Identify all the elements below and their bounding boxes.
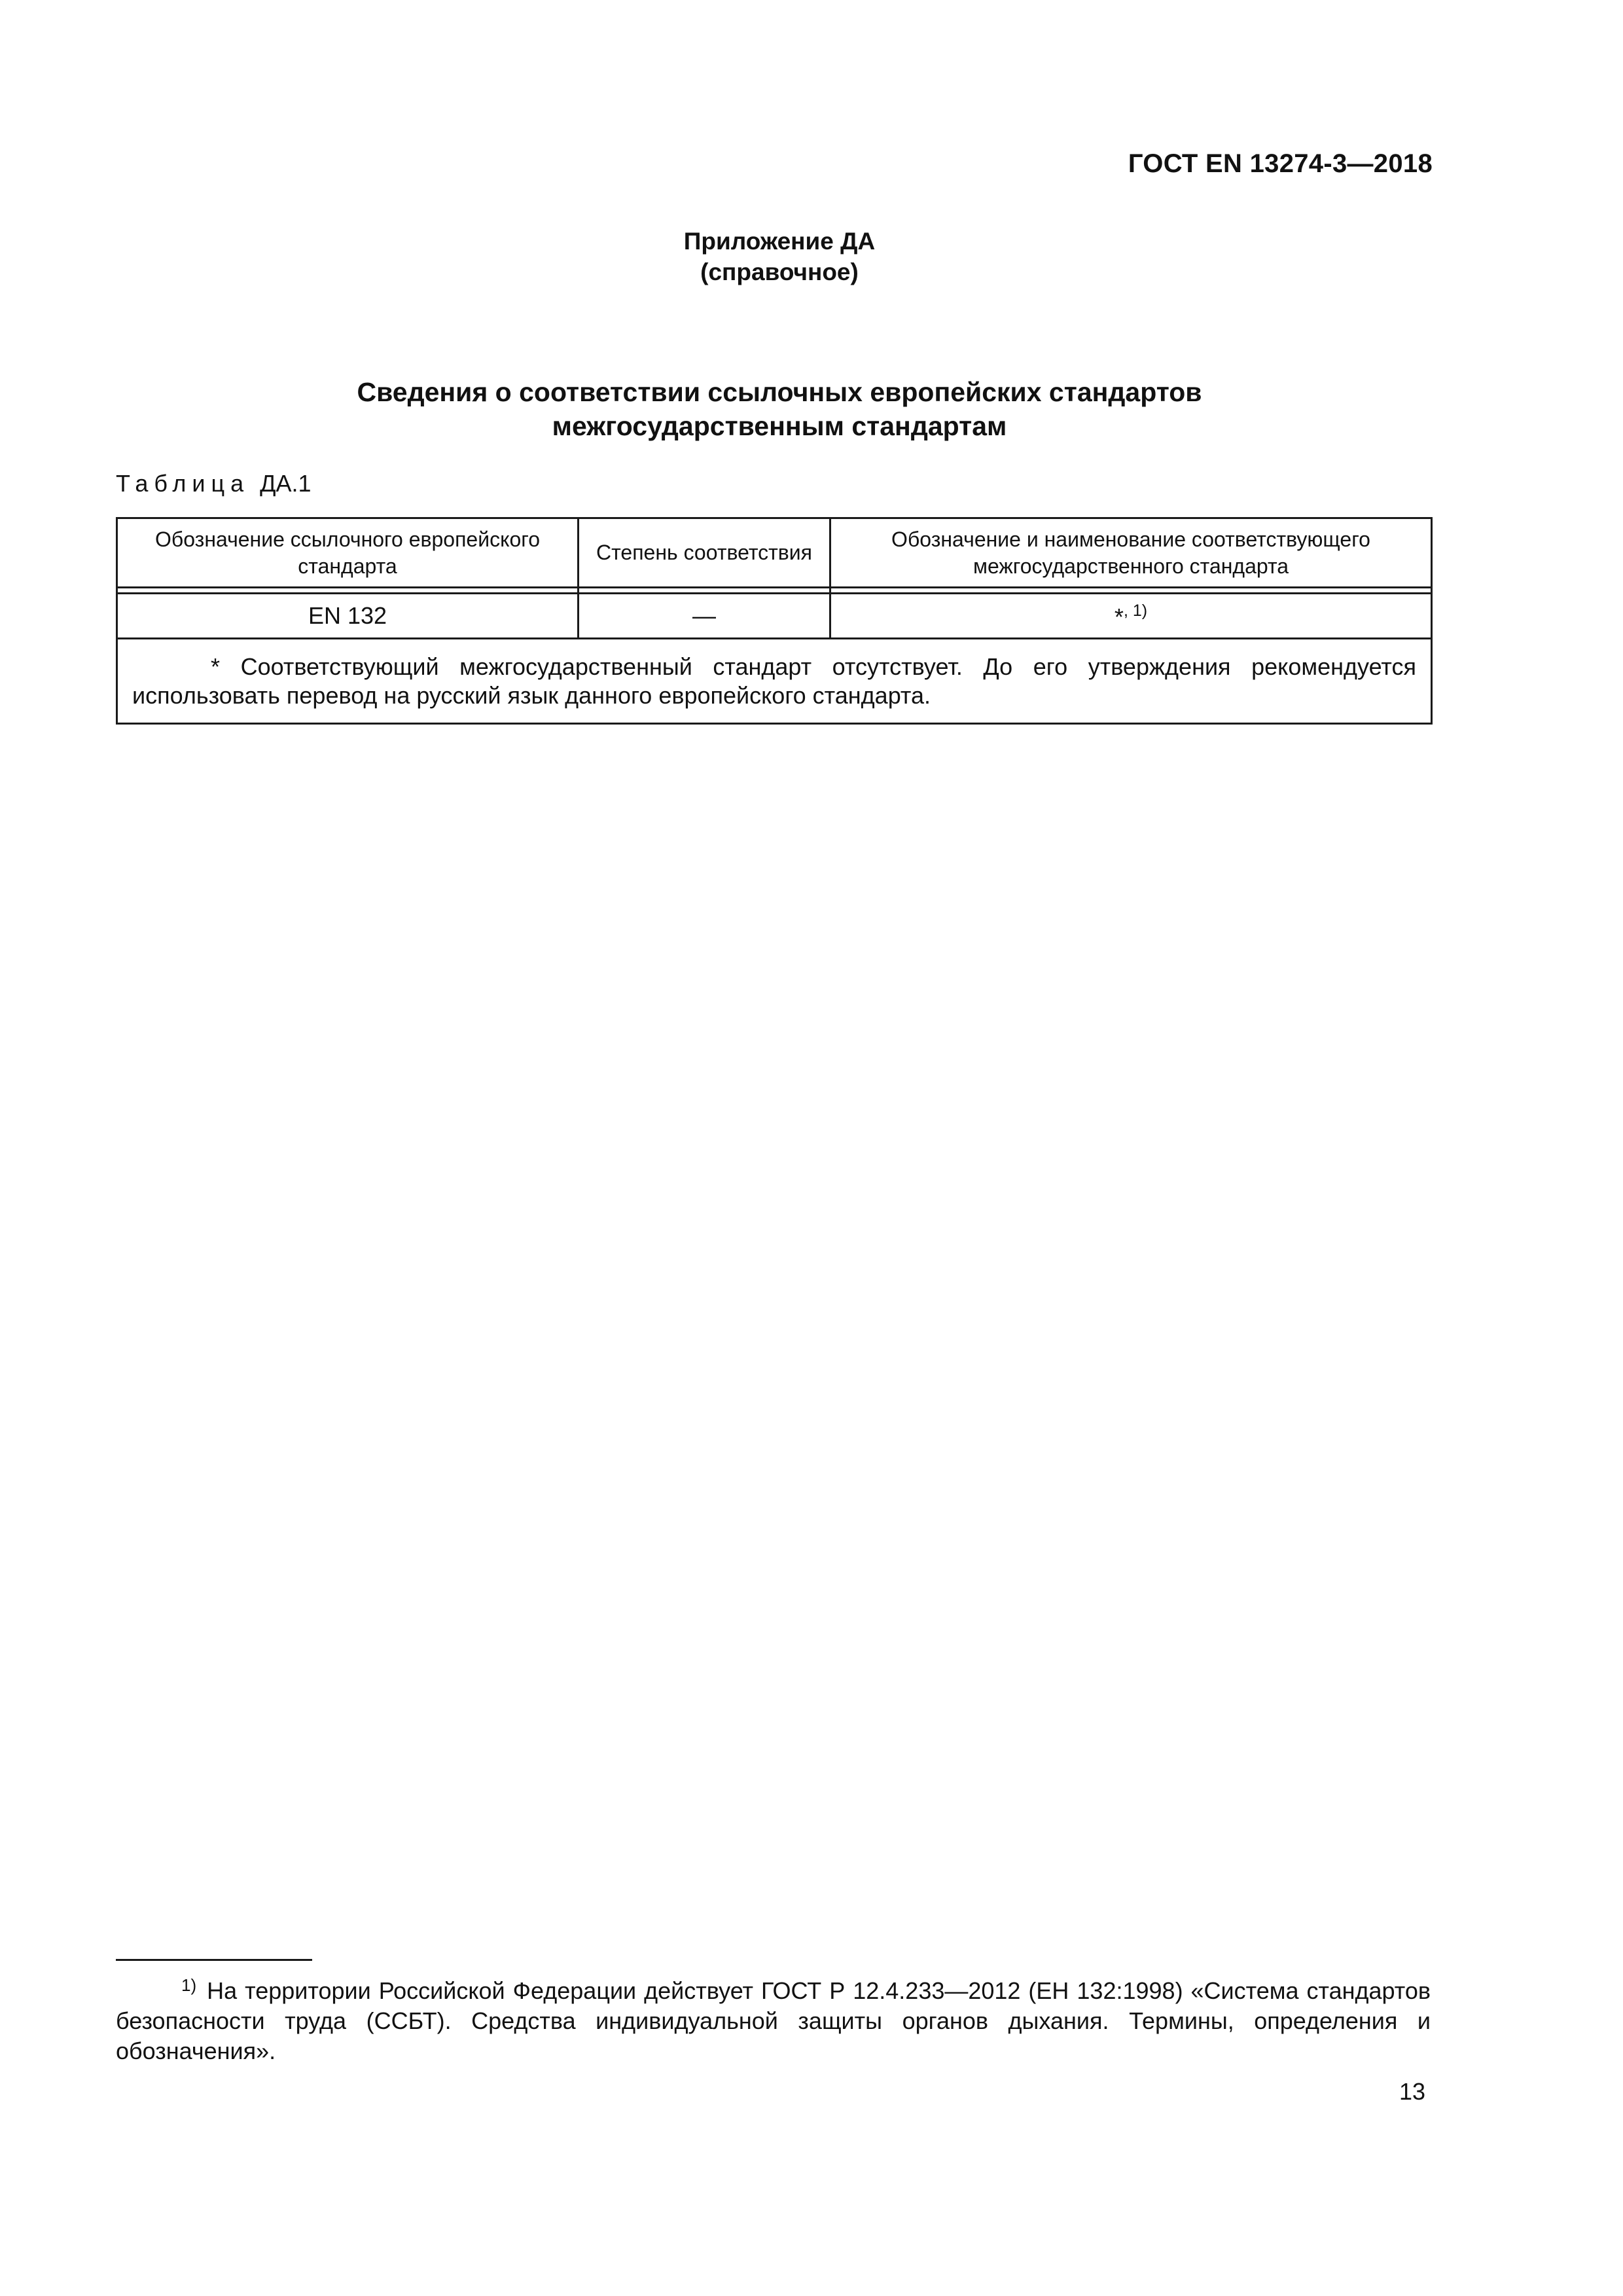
cell-designation: EN 132	[117, 594, 579, 639]
standards-table	[116, 517, 1433, 725]
footnote-text: На территории Российской Федерации действует ГОСТ Р 12.4.233—2012 (ЕН 132:1998) «Система стандартов безопасности труда (ССБТ). Средства индивидуальной защиты органов дыхания. Термины, определения и обозначения».	[116, 1977, 1431, 2064]
table-note-text: * Соответствующий межгосударственный стандарт отсутствует. До его утверждения рекомендуется использовать перевод на русский язык данного европейского стандарта.	[132, 653, 1416, 709]
footnote	[116, 1970, 1431, 2066]
appendix-title: Приложение ДА	[683, 228, 876, 255]
page-number: 13	[1399, 2078, 1425, 2105]
footnote-mark: 1)	[181, 1975, 197, 1995]
table-header-row	[117, 518, 1432, 588]
section-title-line-1: Сведения о соответствии ссылочных европейских стандартов	[357, 377, 1202, 407]
table-caption-id: ДА.1	[260, 470, 312, 497]
section-title-line-2: межгосударственным стандартам	[552, 411, 1007, 441]
appendix-heading	[0, 226, 1559, 287]
table-note-row	[117, 639, 1432, 724]
column-header-european-standard: Обозначение ссылочного европейского стандарта	[117, 518, 579, 588]
document-code: ГОСТ EN 13274-3—2018	[1128, 149, 1433, 178]
column-header-degree: Степень соответствия	[579, 518, 830, 588]
table-header-separator	[117, 588, 1432, 594]
cell-interstate-standard	[830, 594, 1432, 639]
table-caption	[116, 470, 312, 497]
asterisk-mark: *	[1114, 603, 1124, 630]
section-title	[0, 375, 1559, 443]
footnote-reference: , 1)	[1123, 601, 1148, 620]
table-note	[117, 639, 1432, 724]
appendix-subtitle: (справочное)	[700, 259, 859, 285]
table-caption-word: Таблица	[116, 470, 250, 497]
table-row	[117, 594, 1432, 639]
footnote-separator	[116, 1959, 312, 1961]
cell-degree: —	[579, 594, 830, 639]
column-header-interstate-standard: Обозначение и наименование соответствующего межгосударственного стандарта	[830, 518, 1432, 588]
